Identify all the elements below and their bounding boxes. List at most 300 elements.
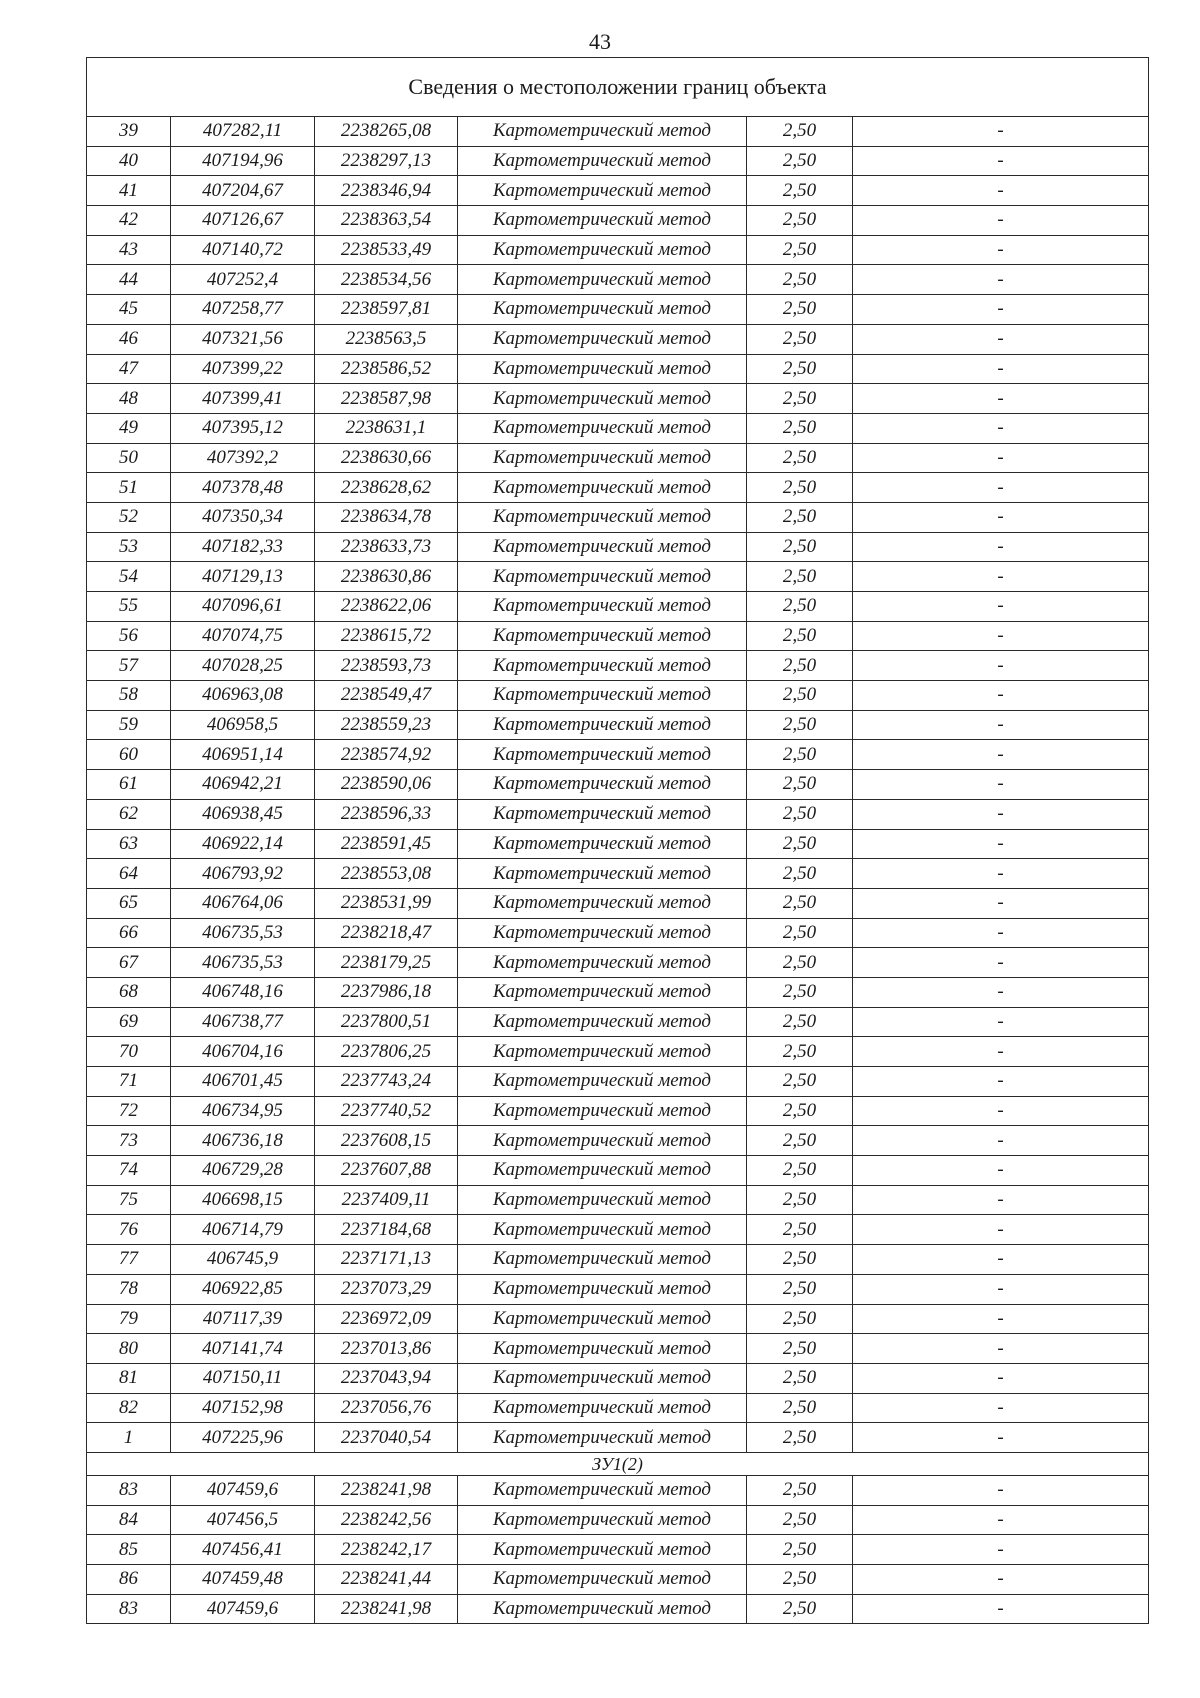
description-cell: - <box>853 770 1149 800</box>
accuracy-cell: 2,50 <box>747 1535 853 1565</box>
accuracy-cell: 2,50 <box>747 1304 853 1334</box>
y-coordinate-cell: 2238242,17 <box>315 1535 458 1565</box>
method-cell: Картометрический метод <box>458 592 747 622</box>
x-coordinate-cell: 407150,11 <box>171 1363 315 1393</box>
x-coordinate-cell: 407182,33 <box>171 532 315 562</box>
method-cell: Картометрический метод <box>458 562 747 592</box>
table-row <box>87 1067 1149 1097</box>
method-cell: Картометрический метод <box>458 146 747 176</box>
y-coordinate-cell: 2238586,52 <box>315 354 458 384</box>
x-coordinate-cell: 407117,39 <box>171 1304 315 1334</box>
description-cell: - <box>853 1007 1149 1037</box>
point-number-cell: 42 <box>87 206 171 236</box>
table-row <box>87 799 1149 829</box>
accuracy-cell: 2,50 <box>747 413 853 443</box>
section-row <box>87 1452 1149 1475</box>
x-coordinate-cell: 406738,77 <box>171 1007 315 1037</box>
table-row <box>87 1594 1149 1624</box>
table-row <box>87 829 1149 859</box>
table-row <box>87 1393 1149 1423</box>
y-coordinate-cell: 2237171,13 <box>315 1245 458 1275</box>
method-cell: Картометрический метод <box>458 1505 747 1535</box>
y-coordinate-cell: 2238534,56 <box>315 265 458 295</box>
y-coordinate-cell: 2238297,13 <box>315 146 458 176</box>
accuracy-cell: 2,50 <box>747 443 853 473</box>
accuracy-cell: 2,50 <box>747 502 853 532</box>
accuracy-cell: 2,50 <box>747 710 853 740</box>
description-cell: - <box>853 295 1149 325</box>
description-cell: - <box>853 710 1149 740</box>
accuracy-cell: 2,50 <box>747 1475 853 1505</box>
x-coordinate-cell: 407252,4 <box>171 265 315 295</box>
description-cell: - <box>853 1096 1149 1126</box>
point-number-cell: 68 <box>87 977 171 1007</box>
table-row <box>87 977 1149 1007</box>
x-coordinate-cell: 407392,2 <box>171 443 315 473</box>
x-coordinate-cell: 407459,48 <box>171 1565 315 1595</box>
point-number-cell: 58 <box>87 681 171 711</box>
method-cell: Картометрический метод <box>458 1067 747 1097</box>
y-coordinate-cell: 2238596,33 <box>315 799 458 829</box>
description-cell: - <box>853 651 1149 681</box>
point-number-cell: 39 <box>87 117 171 147</box>
y-coordinate-cell: 2238346,94 <box>315 176 458 206</box>
x-coordinate-cell: 406951,14 <box>171 740 315 770</box>
x-coordinate-cell: 407378,48 <box>171 473 315 503</box>
point-number-cell: 48 <box>87 384 171 414</box>
method-cell: Картометрический метод <box>458 1274 747 1304</box>
table-row <box>87 918 1149 948</box>
table-row <box>87 532 1149 562</box>
method-cell: Картометрический метод <box>458 1423 747 1453</box>
point-number-cell: 76 <box>87 1215 171 1245</box>
description-cell: - <box>853 1156 1149 1186</box>
description-cell: - <box>853 206 1149 236</box>
point-number-cell: 52 <box>87 502 171 532</box>
y-coordinate-cell: 2238363,54 <box>315 206 458 236</box>
x-coordinate-cell: 406734,95 <box>171 1096 315 1126</box>
point-number-cell: 50 <box>87 443 171 473</box>
y-coordinate-cell: 2238179,25 <box>315 948 458 978</box>
x-coordinate-cell: 406729,28 <box>171 1156 315 1186</box>
description-cell: - <box>853 1067 1149 1097</box>
point-number-cell: 80 <box>87 1334 171 1364</box>
x-coordinate-cell: 406764,06 <box>171 888 315 918</box>
point-number-cell: 66 <box>87 918 171 948</box>
y-coordinate-cell: 2238549,47 <box>315 681 458 711</box>
accuracy-cell: 2,50 <box>747 621 853 651</box>
y-coordinate-cell: 2237743,24 <box>315 1067 458 1097</box>
y-coordinate-cell: 2238630,86 <box>315 562 458 592</box>
method-cell: Картометрический метод <box>458 235 747 265</box>
accuracy-cell: 2,50 <box>747 651 853 681</box>
y-coordinate-cell: 2238615,72 <box>315 621 458 651</box>
table-row <box>87 473 1149 503</box>
x-coordinate-cell: 406736,18 <box>171 1126 315 1156</box>
y-coordinate-cell: 2237040,54 <box>315 1423 458 1453</box>
description-cell: - <box>853 592 1149 622</box>
y-coordinate-cell: 2238241,98 <box>315 1594 458 1624</box>
y-coordinate-cell: 2237013,86 <box>315 1334 458 1364</box>
description-cell: - <box>853 413 1149 443</box>
table-row <box>87 324 1149 354</box>
point-number-cell: 83 <box>87 1594 171 1624</box>
x-coordinate-cell: 407028,25 <box>171 651 315 681</box>
y-coordinate-cell: 2238241,44 <box>315 1565 458 1595</box>
method-cell: Картометрический метод <box>458 176 747 206</box>
description-cell: - <box>853 1215 1149 1245</box>
point-number-cell: 43 <box>87 235 171 265</box>
accuracy-cell: 2,50 <box>747 829 853 859</box>
accuracy-cell: 2,50 <box>747 1096 853 1126</box>
method-cell: Картометрический метод <box>458 265 747 295</box>
table-row <box>87 1334 1149 1364</box>
table-row <box>87 859 1149 889</box>
y-coordinate-cell: 2238631,1 <box>315 413 458 443</box>
x-coordinate-cell: 407456,41 <box>171 1535 315 1565</box>
method-cell: Картометрический метод <box>458 502 747 532</box>
point-number-cell: 65 <box>87 888 171 918</box>
y-coordinate-cell: 2237986,18 <box>315 977 458 1007</box>
method-cell: Картометрический метод <box>458 651 747 681</box>
x-coordinate-cell: 407395,12 <box>171 413 315 443</box>
description-cell: - <box>853 235 1149 265</box>
method-cell: Картометрический метод <box>458 1037 747 1067</box>
point-number-cell: 61 <box>87 770 171 800</box>
section-label: ЗУ1(2) <box>87 1452 1149 1475</box>
method-cell: Картометрический метод <box>458 1156 747 1186</box>
table-row <box>87 354 1149 384</box>
y-coordinate-cell: 2238265,08 <box>315 117 458 147</box>
method-cell: Картометрический метод <box>458 621 747 651</box>
table-row <box>87 1475 1149 1505</box>
point-number-cell: 55 <box>87 592 171 622</box>
point-number-cell: 49 <box>87 413 171 443</box>
point-number-cell: 85 <box>87 1535 171 1565</box>
table-row <box>87 1126 1149 1156</box>
x-coordinate-cell: 407225,96 <box>171 1423 315 1453</box>
table-row <box>87 1304 1149 1334</box>
table-row <box>87 592 1149 622</box>
description-cell: - <box>853 1423 1149 1453</box>
y-coordinate-cell: 2237184,68 <box>315 1215 458 1245</box>
table-row <box>87 295 1149 325</box>
description-cell: - <box>853 384 1149 414</box>
method-cell: Картометрический метод <box>458 354 747 384</box>
method-cell: Картометрический метод <box>458 1363 747 1393</box>
description-cell: - <box>853 977 1149 1007</box>
table-row <box>87 1423 1149 1453</box>
table-row <box>87 948 1149 978</box>
x-coordinate-cell: 407321,56 <box>171 324 315 354</box>
point-number-cell: 54 <box>87 562 171 592</box>
method-cell: Картометрический метод <box>458 1393 747 1423</box>
y-coordinate-cell: 2238533,49 <box>315 235 458 265</box>
description-cell: - <box>853 502 1149 532</box>
x-coordinate-cell: 407282,11 <box>171 117 315 147</box>
boundary-coordinates-table <box>86 57 1149 1624</box>
table-row <box>87 1007 1149 1037</box>
x-coordinate-cell: 407126,67 <box>171 206 315 236</box>
description-cell: - <box>853 176 1149 206</box>
table-row <box>87 770 1149 800</box>
point-number-cell: 41 <box>87 176 171 206</box>
accuracy-cell: 2,50 <box>747 770 853 800</box>
x-coordinate-cell: 407204,67 <box>171 176 315 206</box>
point-number-cell: 82 <box>87 1393 171 1423</box>
accuracy-cell: 2,50 <box>747 1594 853 1624</box>
method-cell: Картометрический метод <box>458 1096 747 1126</box>
method-cell: Картометрический метод <box>458 1245 747 1275</box>
description-cell: - <box>853 1565 1149 1595</box>
description-cell: - <box>853 859 1149 889</box>
x-coordinate-cell: 407140,72 <box>171 235 315 265</box>
x-coordinate-cell: 407194,96 <box>171 146 315 176</box>
x-coordinate-cell: 407074,75 <box>171 621 315 651</box>
point-number-cell: 56 <box>87 621 171 651</box>
accuracy-cell: 2,50 <box>747 681 853 711</box>
point-number-cell: 70 <box>87 1037 171 1067</box>
accuracy-cell: 2,50 <box>747 1037 853 1067</box>
table-row <box>87 1185 1149 1215</box>
description-cell: - <box>853 532 1149 562</box>
table-row <box>87 117 1149 147</box>
x-coordinate-cell: 406698,15 <box>171 1185 315 1215</box>
x-coordinate-cell: 406942,21 <box>171 770 315 800</box>
table-row <box>87 710 1149 740</box>
table-row <box>87 413 1149 443</box>
table-row <box>87 1565 1149 1595</box>
description-cell: - <box>853 1274 1149 1304</box>
accuracy-cell: 2,50 <box>747 354 853 384</box>
description-cell: - <box>853 265 1149 295</box>
accuracy-cell: 2,50 <box>747 1334 853 1364</box>
point-number-cell: 77 <box>87 1245 171 1275</box>
method-cell: Картометрический метод <box>458 770 747 800</box>
method-cell: Картометрический метод <box>458 324 747 354</box>
accuracy-cell: 2,50 <box>747 1565 853 1595</box>
accuracy-cell: 2,50 <box>747 324 853 354</box>
description-cell: - <box>853 354 1149 384</box>
description-cell: - <box>853 1334 1149 1364</box>
accuracy-cell: 2,50 <box>747 532 853 562</box>
accuracy-cell: 2,50 <box>747 235 853 265</box>
table-row <box>87 562 1149 592</box>
table-row <box>87 740 1149 770</box>
table-row <box>87 1096 1149 1126</box>
method-cell: Картометрический метод <box>458 206 747 236</box>
point-number-cell: 51 <box>87 473 171 503</box>
description-cell: - <box>853 1393 1149 1423</box>
method-cell: Картометрический метод <box>458 1594 747 1624</box>
x-coordinate-cell: 407350,34 <box>171 502 315 532</box>
y-coordinate-cell: 2238622,06 <box>315 592 458 622</box>
method-cell: Картометрический метод <box>458 859 747 889</box>
x-coordinate-cell: 406704,16 <box>171 1037 315 1067</box>
point-number-cell: 57 <box>87 651 171 681</box>
point-number-cell: 69 <box>87 1007 171 1037</box>
y-coordinate-cell: 2238587,98 <box>315 384 458 414</box>
point-number-cell: 74 <box>87 1156 171 1186</box>
table-row <box>87 265 1149 295</box>
method-cell: Картометрический метод <box>458 681 747 711</box>
accuracy-cell: 2,50 <box>747 888 853 918</box>
method-cell: Картометрический метод <box>458 1334 747 1364</box>
point-number-cell: 44 <box>87 265 171 295</box>
y-coordinate-cell: 2237800,51 <box>315 1007 458 1037</box>
x-coordinate-cell: 407399,22 <box>171 354 315 384</box>
accuracy-cell: 2,50 <box>747 948 853 978</box>
table-row <box>87 1215 1149 1245</box>
description-cell: - <box>853 918 1149 948</box>
table-row <box>87 502 1149 532</box>
point-number-cell: 83 <box>87 1475 171 1505</box>
method-cell: Картометрический метод <box>458 473 747 503</box>
point-number-cell: 73 <box>87 1126 171 1156</box>
method-cell: Картометрический метод <box>458 1565 747 1595</box>
table-row <box>87 206 1149 236</box>
description-cell: - <box>853 117 1149 147</box>
point-number-cell: 45 <box>87 295 171 325</box>
accuracy-cell: 2,50 <box>747 1505 853 1535</box>
description-cell: - <box>853 799 1149 829</box>
y-coordinate-cell: 2238559,23 <box>315 710 458 740</box>
x-coordinate-cell: 406701,45 <box>171 1067 315 1097</box>
y-coordinate-cell: 2238590,06 <box>315 770 458 800</box>
method-cell: Картометрический метод <box>458 1215 747 1245</box>
description-cell: - <box>853 740 1149 770</box>
x-coordinate-cell: 407399,41 <box>171 384 315 414</box>
x-coordinate-cell: 406938,45 <box>171 799 315 829</box>
method-cell: Картометрический метод <box>458 413 747 443</box>
table-row <box>87 1245 1149 1275</box>
x-coordinate-cell: 407459,6 <box>171 1594 315 1624</box>
point-number-cell: 47 <box>87 354 171 384</box>
method-cell: Картометрический метод <box>458 740 747 770</box>
table-title: Сведения о местоположении границ объекта <box>87 58 1149 117</box>
x-coordinate-cell: 407096,61 <box>171 592 315 622</box>
y-coordinate-cell: 2238593,73 <box>315 651 458 681</box>
method-cell: Картометрический метод <box>458 532 747 562</box>
accuracy-cell: 2,50 <box>747 1274 853 1304</box>
point-number-cell: 71 <box>87 1067 171 1097</box>
x-coordinate-cell: 406963,08 <box>171 681 315 711</box>
description-cell: - <box>853 888 1149 918</box>
accuracy-cell: 2,50 <box>747 1126 853 1156</box>
x-coordinate-cell: 407129,13 <box>171 562 315 592</box>
accuracy-cell: 2,50 <box>747 977 853 1007</box>
x-coordinate-cell: 406748,16 <box>171 977 315 1007</box>
x-coordinate-cell: 407459,6 <box>171 1475 315 1505</box>
table-title-row <box>87 58 1149 117</box>
point-number-cell: 64 <box>87 859 171 889</box>
y-coordinate-cell: 2238630,66 <box>315 443 458 473</box>
y-coordinate-cell: 2238574,92 <box>315 740 458 770</box>
description-cell: - <box>853 1245 1149 1275</box>
method-cell: Картометрический метод <box>458 1126 747 1156</box>
x-coordinate-cell: 407456,5 <box>171 1505 315 1535</box>
accuracy-cell: 2,50 <box>747 265 853 295</box>
y-coordinate-cell: 2237409,11 <box>315 1185 458 1215</box>
description-cell: - <box>853 1594 1149 1624</box>
description-cell: - <box>853 1505 1149 1535</box>
accuracy-cell: 2,50 <box>747 592 853 622</box>
accuracy-cell: 2,50 <box>747 1423 853 1453</box>
point-number-cell: 84 <box>87 1505 171 1535</box>
point-number-cell: 46 <box>87 324 171 354</box>
point-number-cell: 53 <box>87 532 171 562</box>
x-coordinate-cell: 406745,9 <box>171 1245 315 1275</box>
table-row <box>87 621 1149 651</box>
description-cell: - <box>853 324 1149 354</box>
point-number-cell: 62 <box>87 799 171 829</box>
accuracy-cell: 2,50 <box>747 859 853 889</box>
accuracy-cell: 2,50 <box>747 918 853 948</box>
method-cell: Картометрический метод <box>458 117 747 147</box>
accuracy-cell: 2,50 <box>747 1393 853 1423</box>
method-cell: Картометрический метод <box>458 1007 747 1037</box>
method-cell: Картометрический метод <box>458 948 747 978</box>
method-cell: Картометрический метод <box>458 710 747 740</box>
y-coordinate-cell: 2238597,81 <box>315 295 458 325</box>
accuracy-cell: 2,50 <box>747 206 853 236</box>
y-coordinate-cell: 2238218,47 <box>315 918 458 948</box>
description-cell: - <box>853 1126 1149 1156</box>
table-row <box>87 1274 1149 1304</box>
accuracy-cell: 2,50 <box>747 799 853 829</box>
description-cell: - <box>853 1363 1149 1393</box>
description-cell: - <box>853 443 1149 473</box>
y-coordinate-cell: 2238634,78 <box>315 502 458 532</box>
accuracy-cell: 2,50 <box>747 176 853 206</box>
x-coordinate-cell: 406714,79 <box>171 1215 315 1245</box>
description-cell: - <box>853 681 1149 711</box>
point-number-cell: 78 <box>87 1274 171 1304</box>
y-coordinate-cell: 2238628,62 <box>315 473 458 503</box>
point-number-cell: 79 <box>87 1304 171 1334</box>
accuracy-cell: 2,50 <box>747 1156 853 1186</box>
method-cell: Картометрический метод <box>458 384 747 414</box>
table-row <box>87 1363 1149 1393</box>
page-number: 43 <box>589 29 611 54</box>
accuracy-cell: 2,50 <box>747 1215 853 1245</box>
y-coordinate-cell: 2237073,29 <box>315 1274 458 1304</box>
accuracy-cell: 2,50 <box>747 1245 853 1275</box>
point-number-cell: 40 <box>87 146 171 176</box>
x-coordinate-cell: 406735,53 <box>171 918 315 948</box>
y-coordinate-cell: 2238241,98 <box>315 1475 458 1505</box>
description-cell: - <box>853 1185 1149 1215</box>
method-cell: Картометрический метод <box>458 918 747 948</box>
description-cell: - <box>853 829 1149 859</box>
x-coordinate-cell: 406735,53 <box>171 948 315 978</box>
description-cell: - <box>853 562 1149 592</box>
y-coordinate-cell: 2238633,73 <box>315 532 458 562</box>
y-coordinate-cell: 2238242,56 <box>315 1505 458 1535</box>
x-coordinate-cell: 407258,77 <box>171 295 315 325</box>
y-coordinate-cell: 2237806,25 <box>315 1037 458 1067</box>
method-cell: Картометрический метод <box>458 295 747 325</box>
point-number-cell: 72 <box>87 1096 171 1126</box>
x-coordinate-cell: 407152,98 <box>171 1393 315 1423</box>
description-cell: - <box>853 1304 1149 1334</box>
description-cell: - <box>853 473 1149 503</box>
table-row <box>87 1156 1149 1186</box>
point-number-cell: 75 <box>87 1185 171 1215</box>
y-coordinate-cell: 2237740,52 <box>315 1096 458 1126</box>
method-cell: Картометрический метод <box>458 1185 747 1215</box>
accuracy-cell: 2,50 <box>747 1067 853 1097</box>
